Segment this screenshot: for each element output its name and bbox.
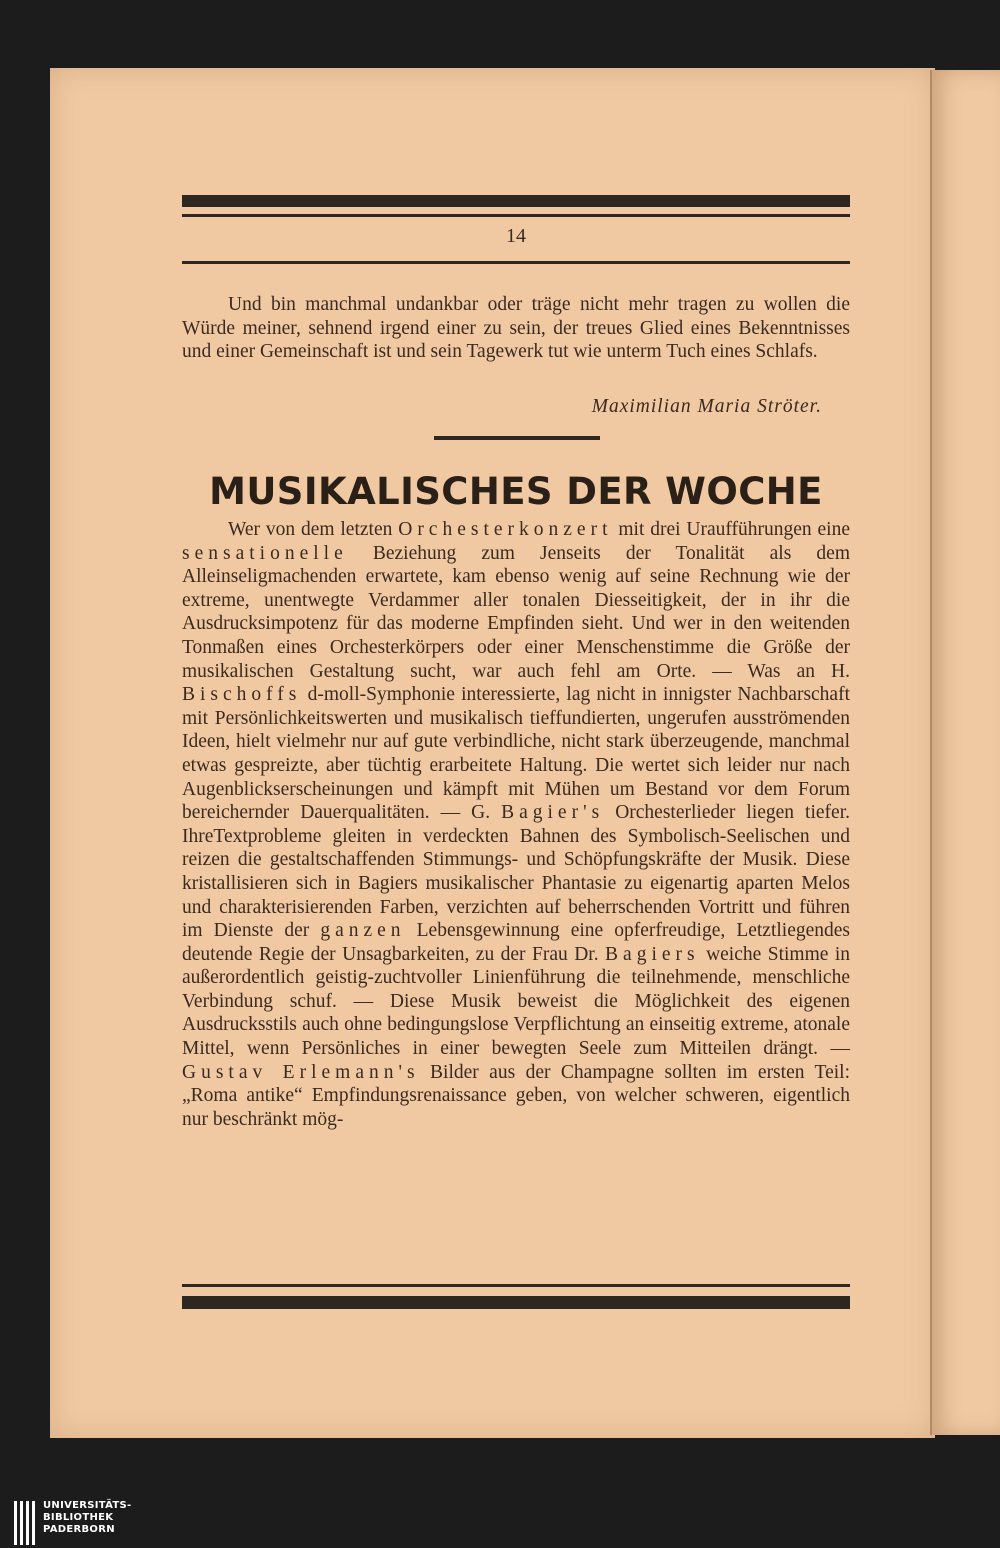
article-text: weiche Stimme in außerordentlich geistig-zuchtvoller Linienführung die teilnehmende, menschliche Verbindung schuf. — Diese Musik beweist die Möglichkeit des eigenen Ausdrucksstils auch ohne bedingungslose Verpflichtung an einseitig extreme, atonale Mittel, wenn Persönliches in einer bewegten Seele zum Mitteilen drängt. — xyxy=(182,943,851,1060)
logo-line-3: PADERBORN xyxy=(43,1524,115,1535)
article-text: Lebensgewinnung eine opferfreudige, Letztliegendes deutende Regie der Unsagbarkeiten, zu der Frau Dr. xyxy=(182,920,851,965)
poem-excerpt xyxy=(182,293,850,364)
top-thick-rule xyxy=(182,195,850,207)
bottom-thick-rule xyxy=(182,1296,850,1309)
article-text: Wer von dem letzten xyxy=(228,519,393,540)
emphasis-bagiers: Bagier's xyxy=(501,802,605,824)
emphasis-bischoffs: Bischoffs xyxy=(182,684,302,706)
article-text: d-moll-Symphonie interessierte, lag nicht in innigster Nachbarschaft mit Persönlichkeitswerten und musikalisch tieffundierten, ungerufen ausströmenden Ideen, hielt vielmehr nur auf gute verbindliche, nicht stark überzeugende, manchmal etwas gespreizte, aber tüchtig erarbeitete Haltung. Die wertet sich leider nur nach Augenblickserscheinungen und kämpft mit Mühen um Bestand vor dem Forum bereichernder Dauerqualitäten. — G. xyxy=(182,684,851,824)
emphasis-sensationelle: sensationelle xyxy=(182,542,348,564)
article-body xyxy=(182,518,850,1131)
article-text: mit drei Uraufführungen eine xyxy=(618,519,850,540)
emphasis-bagiers-2: Bagiers xyxy=(605,943,700,965)
article-paragraph xyxy=(182,518,850,1131)
logo-line-1: UNIVERSITÄTS- xyxy=(43,1500,132,1511)
library-logo-text xyxy=(43,1500,132,1536)
logo-line-2: BIBLIOTHEK xyxy=(43,1512,114,1523)
poem-text: Und bin manchmal undankbar oder träge nicht mehr tragen zu wollen die Würde meiner, sehnend irgend einer zu sein, der treues Glied eines Bekenntnisses und einer Gemeinschaft ist und sein Tagewerk tut wie unterm Tuch eines Schlafs. xyxy=(182,294,850,363)
article-text: Orchesterlieder liegen tiefer. IhreTextprobleme gleiten in verdeckten Bahnen des Symbolisch-Seelischen und reizen die gestaltschaffenden Stimmungs- und Schöpfungskräfte der Musik. Diese kristallisieren sich in Bagiers musikalischer Phantasie zu eigenartig aparten Melos und charakterisierenden Farben, verzichten auf beherrschenden Vortritt und führen im Dienste der xyxy=(182,802,850,942)
library-logo xyxy=(14,1500,132,1545)
article-text: Bilder aus der Champagne sollten im ersten Teil: „Roma antike“ Empfindungsrenaissance geben, von welcher schweren, eigentlich nur beschränkt mög- xyxy=(182,1061,851,1130)
emphasis-orchesterkonzert: Orchesterkonzert xyxy=(398,519,613,540)
header-underline-rule xyxy=(182,261,850,264)
poem-author: Maximilian Maria Ströter. xyxy=(591,396,822,417)
section-divider xyxy=(434,436,600,440)
facing-page-edge xyxy=(930,70,1000,1435)
top-thin-rule xyxy=(182,214,850,217)
bottom-thin-rule xyxy=(182,1284,850,1287)
article-text: Beziehung zum Jenseits der Tonalität als dem Alleinseligmachenden erwartete, kam ebenso wenig auf seine Rechnung wie der extreme, unentwegte Verdammer aller tonalen Diesseitigkeit, der in ihr die Ausdrucksimpotenz für das moderne Empfinden sieht. Und wer in den weitenden Tonmaßen eines Orchesterkörpers oder einer Menschenstimme die Größe der musikalischen Gestaltung sucht, war auch fehl am Orte. — Was an H. xyxy=(182,542,851,682)
emphasis-ganzen: ganzen xyxy=(320,920,406,942)
page-number: 14 xyxy=(506,225,526,247)
section-title: MUSIKALISCHES DER WOCHE xyxy=(209,470,823,513)
emphasis-erlemann: Gustav Erlemann's xyxy=(182,1061,420,1083)
library-logo-mark xyxy=(14,1500,35,1545)
